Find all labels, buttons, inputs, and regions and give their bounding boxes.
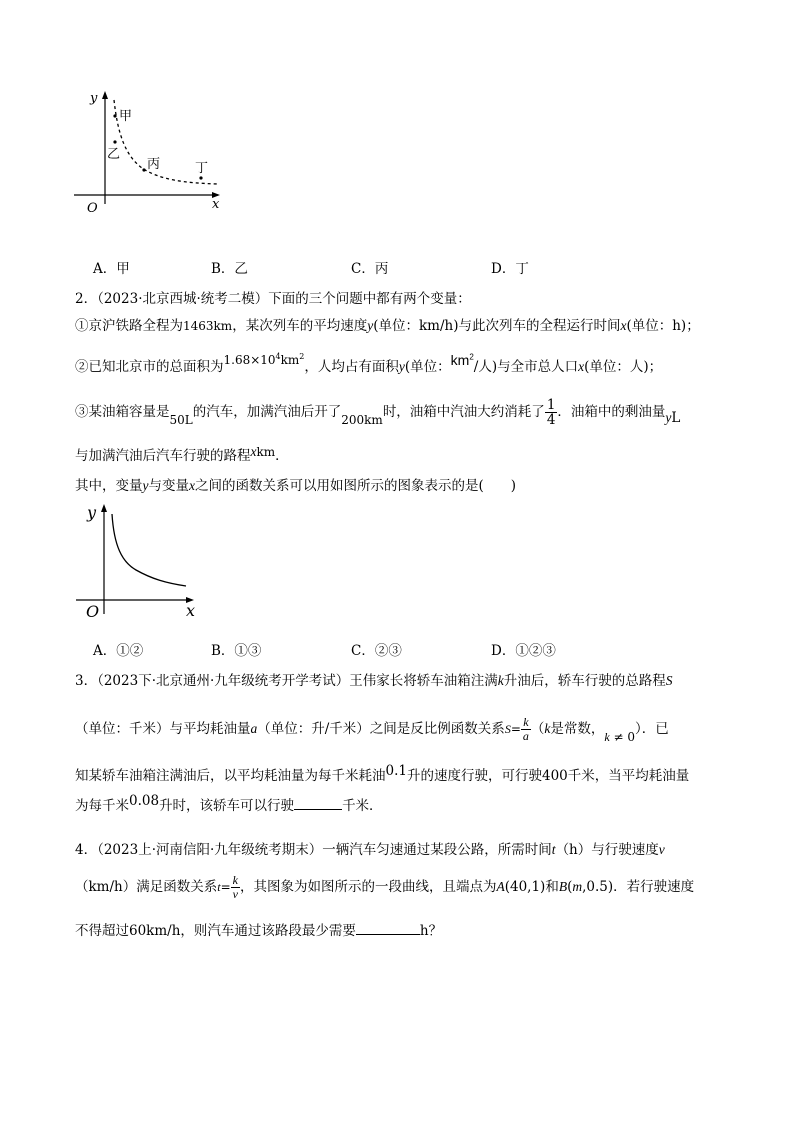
text: ．油箱中的剩油量 <box>557 404 666 420</box>
text: (单位：h)； <box>626 318 700 334</box>
var-x: x <box>189 478 195 493</box>
condition-k-ne-0 <box>604 730 635 744</box>
text: （h）与行驶速度 <box>555 842 659 858</box>
fraction-one-quarter <box>545 398 558 427</box>
var-v: v <box>658 842 665 857</box>
q1-option-d[interactable]: D．丁 <box>491 261 529 277</box>
q1-option-c[interactable]: C．丙 <box>351 261 389 277</box>
figure-1-graph <box>60 86 240 216</box>
text: ②已知北京市的总面积为 <box>75 359 224 375</box>
exponent: 4 <box>275 352 281 361</box>
label-A: A <box>496 879 505 894</box>
text: 和 <box>545 879 559 895</box>
point-bing <box>142 168 145 171</box>
var-y: y <box>398 359 405 374</box>
q2-option-c[interactable]: C．②③ <box>351 643 402 659</box>
text: 之间的函数关系可以用如图所示的图象表示的是( ) <box>195 478 517 494</box>
point-jia <box>113 114 116 117</box>
label-yi: 乙 <box>107 147 121 162</box>
text: 升油后，轿车行驶的总路程 <box>503 673 666 689</box>
km-exponent: 2 <box>469 352 474 362</box>
q3-answer-blank[interactable] <box>294 795 342 810</box>
denominator: a <box>522 729 529 743</box>
var-a: a <box>250 721 258 736</box>
label-B: B <box>558 879 568 894</box>
text: ）．已 <box>635 721 669 737</box>
q2-item-1 <box>75 314 700 334</box>
point-B <box>559 879 613 895</box>
text: ，其图象为如图所示的一段曲线，且端点为 <box>239 879 497 895</box>
q1-option-a[interactable]: A．甲 <box>93 261 130 277</box>
eq-t: t <box>217 880 221 894</box>
q3-line-3 <box>75 764 689 784</box>
value-0-1: 0.1 <box>385 763 407 779</box>
text: 是常数， <box>550 721 605 737</box>
value: 1463km <box>183 319 233 333</box>
q2-stem: 下面的三个问题中都有两个变量： <box>268 291 471 307</box>
text: （单位：千米）与平均耗油量 <box>75 721 251 737</box>
text: 升时，该轿车可以行驶 <box>159 798 295 814</box>
text: h？ <box>419 923 443 939</box>
var-x: x <box>620 318 627 333</box>
fraction-k-over-a <box>521 716 531 742</box>
value-0-08: 0.08 <box>129 793 160 809</box>
text: 千米． <box>342 798 383 814</box>
text: 一辆汽车匀速通过某段公路，所需时间 <box>322 842 552 858</box>
q4-answer-blank[interactable] <box>356 920 420 935</box>
ne-zero: ≠ 0 <box>609 730 636 744</box>
var-y: y <box>665 410 672 425</box>
text: 的汽车，加满汽油后开了 <box>192 404 342 420</box>
var-y: y <box>367 318 374 333</box>
text: ①京沪铁路全程为 <box>75 318 183 334</box>
eq-sign: = <box>510 722 521 736</box>
label-ding: 丁 <box>195 161 209 176</box>
point-A <box>496 879 545 895</box>
origin-label: O <box>86 602 100 620</box>
q3-line-4 <box>75 794 383 814</box>
text: (单位：km/h)与此次列车的全程运行时间 <box>373 318 621 334</box>
q2-option-a[interactable]: A．①② <box>93 643 144 659</box>
var-k: k <box>544 721 551 736</box>
text: ，某次列车的平均速度 <box>232 318 368 334</box>
var-k: k <box>497 673 504 688</box>
y-axis-label: y <box>90 91 98 106</box>
text: 不得超过60km/h，则汽车通过该路段最少需要 <box>75 923 356 939</box>
q3-source: （2023下·北京通州·九年级统考开学考试） <box>97 673 350 689</box>
mantissa: 1.68×10 <box>223 353 276 367</box>
q2-source: （2023·北京西城·统考二模） <box>97 291 269 307</box>
q4-number: 4． <box>75 842 98 858</box>
point-ding <box>199 176 202 179</box>
q4-header <box>75 838 665 858</box>
q2-item-3-cont <box>75 444 289 464</box>
q4-source: （2023上·河南信阳·九年级统考期末） <box>97 842 323 858</box>
text: ③某油箱容量是 <box>75 404 170 420</box>
point-yi <box>113 140 116 143</box>
text: ． <box>275 448 289 464</box>
var-x-unit <box>251 444 276 460</box>
var-y-unit <box>665 410 680 426</box>
unit: km <box>280 353 300 367</box>
unit-L: L <box>671 410 681 426</box>
var-m: m <box>572 879 583 894</box>
text: 时，油箱中汽油大约消耗了 <box>382 404 545 420</box>
q2-item-3 <box>75 395 680 429</box>
y-axis-label: y <box>87 503 97 522</box>
q3-number: 3． <box>75 673 98 689</box>
text: 为每千米 <box>75 798 129 814</box>
hyperbola-curve <box>112 514 186 586</box>
label-bing: 丙 <box>147 157 161 172</box>
q1-option-b[interactable]: B．乙 <box>211 261 248 277</box>
text: 其中，变量 <box>75 478 143 494</box>
distance: 200km <box>341 413 383 427</box>
origin-label: O <box>87 201 98 216</box>
text: 知某轿车油箱注满油后，以平均耗油量为每千米耗油 <box>75 768 386 784</box>
label-jia: 甲 <box>119 109 133 124</box>
numerator: 1 <box>546 396 556 413</box>
q3-header <box>75 669 673 689</box>
numerator: k <box>232 873 238 888</box>
text: （ <box>530 721 545 737</box>
eq-sign: = <box>220 880 231 894</box>
text: 与变量 <box>148 478 189 494</box>
q2-item-2 <box>75 352 663 375</box>
km: km <box>450 352 470 368</box>
denominator: 4 <box>546 412 556 428</box>
q2-option-b[interactable]: B．①③ <box>211 643 262 659</box>
q2-header <box>75 287 471 307</box>
q3-line-2 <box>75 712 669 746</box>
denominator: v <box>232 887 238 901</box>
unit-exponent: 2 <box>299 352 305 361</box>
paren: ( <box>567 879 573 895</box>
var-S: S <box>665 673 673 688</box>
capacity: 50L <box>169 413 193 427</box>
figure-2-graph <box>70 500 210 620</box>
var-t: t <box>551 842 556 857</box>
text: ，人均占有面积 <box>304 359 399 375</box>
q2-question <box>75 474 516 494</box>
coords-A: (40,1) <box>504 879 546 895</box>
fraction-k-over-v <box>231 874 240 900</box>
q2-number: 2． <box>75 291 98 307</box>
unit-km2 <box>451 352 474 368</box>
q2-option-d[interactable]: D．①②③ <box>491 643 556 659</box>
var-k: k <box>604 730 610 744</box>
text: （km/h）满足函数关系 <box>75 879 218 895</box>
text: 王伟家长将轿车油箱注满 <box>349 673 498 689</box>
text: 与加满汽油后汽车行驶的路程 <box>75 448 251 464</box>
q4-line-2 <box>75 870 694 904</box>
var-x: x <box>578 359 585 374</box>
q4-line-3 <box>75 919 442 939</box>
y-axis-arrow <box>101 504 107 512</box>
numerator: k <box>521 716 531 730</box>
y-axis-arrow <box>102 91 108 99</box>
coords-B: ,0.5) <box>582 879 614 895</box>
text: （单位：升/千米）之间是反比例函数关系 <box>257 721 505 737</box>
text: ．若行驶速度 <box>613 879 695 895</box>
var-x: x <box>250 444 257 459</box>
unit-km: km <box>256 445 276 459</box>
eq-S: S <box>504 722 511 736</box>
x-axis-label: x <box>186 601 196 620</box>
var-y: y <box>142 478 149 493</box>
text: /人)与全市总人口 <box>473 359 579 375</box>
text: (单位： <box>404 359 451 375</box>
x-axis-label: x <box>212 197 220 212</box>
text: (单位：人)； <box>584 359 663 375</box>
area-value <box>224 353 305 367</box>
text: 升的速度行驶，可行驶400千米，当平均耗油量 <box>406 768 690 784</box>
